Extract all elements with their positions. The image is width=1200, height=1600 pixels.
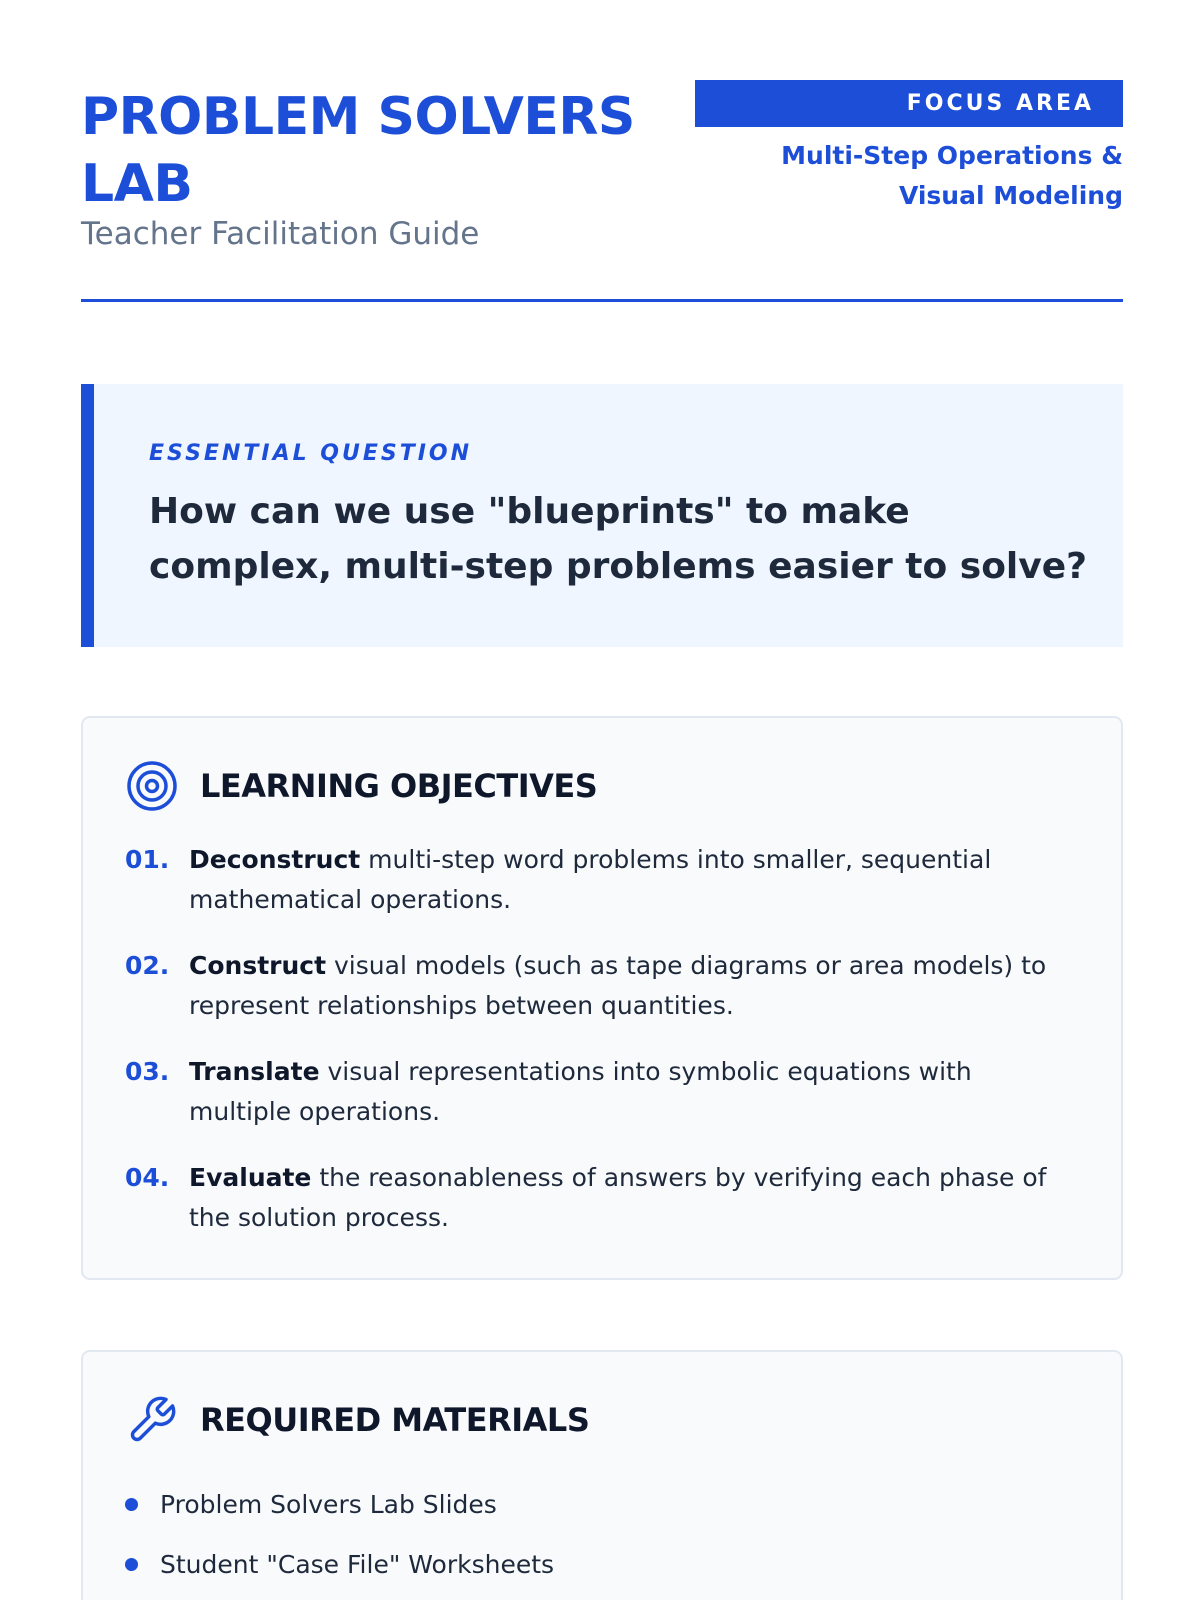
required-materials-title: REQUIRED MATERIALS [200, 1401, 590, 1439]
required-materials-header [126, 1394, 589, 1446]
material-label: Student "Case File" Worksheets [160, 1549, 555, 1579]
objective-number: 04. [125, 1163, 170, 1192]
objective-item [125, 840, 1075, 920]
wrench-icon [126, 1394, 178, 1446]
objectives-list [125, 840, 1075, 1264]
essential-question-label: ESSENTIAL QUESTION [149, 441, 473, 466]
learning-objectives-title: LEARNING OBJECTIVES [200, 767, 598, 805]
objective-verb: Deconstruct [189, 845, 361, 874]
objective-text [189, 1052, 1075, 1132]
focus-area-value: Multi-Step Operations & Visual Modeling [781, 141, 1123, 210]
required-materials-card [81, 1350, 1123, 1600]
learning-objectives-card [81, 716, 1123, 1280]
objective-item [125, 1052, 1075, 1132]
materials-list [125, 1474, 1075, 1594]
bullet-icon [125, 1498, 138, 1511]
page-title: PROBLEM SOLVERS LAB [81, 87, 635, 214]
target-icon [126, 760, 178, 812]
material-item [125, 1474, 1075, 1534]
page-subtitle: Teacher Facilitation Guide [81, 216, 480, 252]
essential-question-box [81, 384, 1123, 647]
bullet-icon [125, 1558, 138, 1571]
objective-description: visual representations into symbolic equations with multiple operations. [189, 1057, 972, 1126]
objective-number: 01. [125, 845, 170, 874]
objective-verb: Construct [189, 951, 327, 980]
guide-header [81, 80, 1123, 302]
objective-description: the reasonableness of answers by verifying each phase of the solution process. [189, 1163, 1047, 1232]
material-item [125, 1534, 1075, 1594]
objective-verb: Evaluate [189, 1163, 312, 1192]
objective-number: 02. [125, 951, 170, 980]
objective-description: visual models (such as tape diagrams or area models) to represent relationships between quantities. [189, 951, 1047, 1020]
objective-number: 03. [125, 1057, 170, 1086]
objective-item [125, 946, 1075, 1026]
objective-verb: Translate [189, 1057, 320, 1086]
objective-text [189, 946, 1075, 1026]
objective-description: multi-step word problems into smaller, sequential mathematical operations. [189, 845, 992, 914]
learning-objectives-header [126, 760, 597, 812]
objective-text [189, 840, 1075, 920]
focus-area-badge: FOCUS AREA [695, 80, 1123, 127]
essential-question-text: How can we use "blueprints" to make complex, multi-step problems easier to solve? [149, 491, 1088, 587]
objective-text [189, 1158, 1075, 1238]
material-label: Problem Solvers Lab Slides [160, 1489, 497, 1519]
objective-item [125, 1158, 1075, 1238]
